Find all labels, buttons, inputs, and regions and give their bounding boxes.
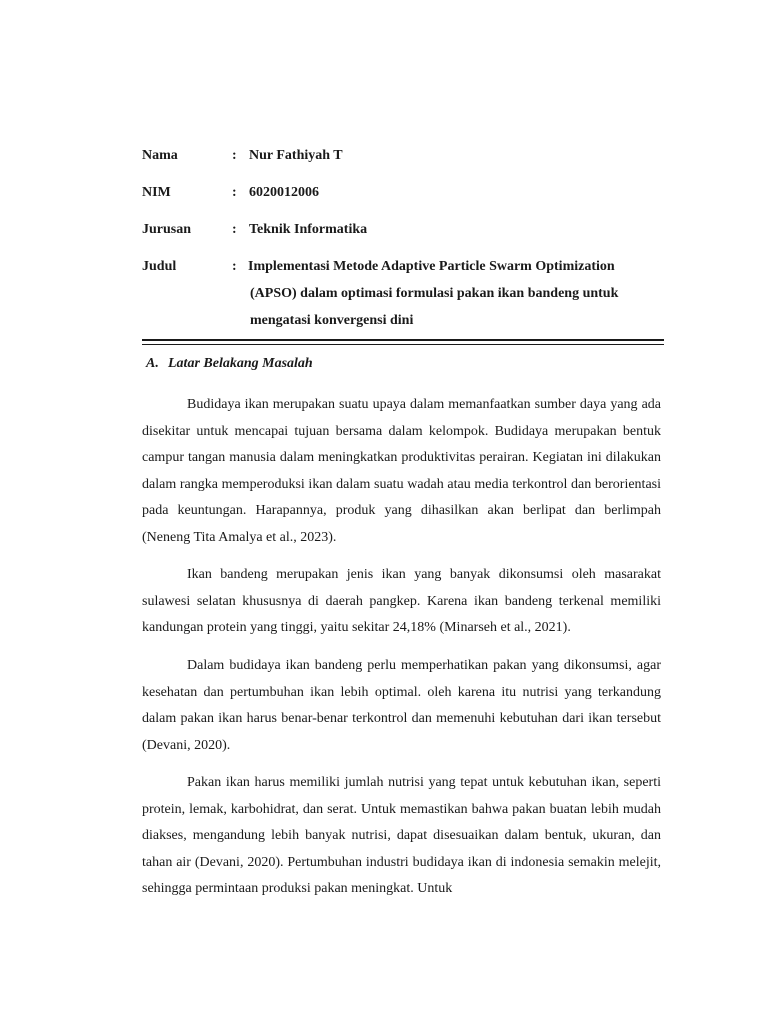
meta-judul-separator: :: [232, 259, 237, 274]
paragraph-1: Budidaya ikan merupakan suatu upaya dalam memanfaatkan sumber daya yang ada disekitar untuk mencapai tujuan bersama dalam kelompok. Budidaya merupakan bentuk campur tangan manusia dalam meningkatkan produktivitas perairan. Kegiatan ini dilakukan dalam rangka memperoduksi ikan dalam suatu wadah atau media terkontrol dan berorientasi pada keuntungan. Harapannya, produk yang dihasilkan akan berlipat dan berlimpah (Neneng Tita Amalya et al., 2023).: [142, 397, 661, 545]
section-title: Latar Belakang Masalah: [168, 356, 313, 371]
meta-nama-separator: :: [232, 148, 237, 163]
title-line-2: (APSO) dalam optimasi formulasi pakan ikan bandeng untuk: [250, 286, 619, 301]
meta-jurusan-label: Jurusan: [142, 222, 192, 237]
title-line-3: mengatasi konvergensi dini: [250, 313, 414, 328]
title-line-1: Implementasi Metode Adaptive Particle Swarm Optimization: [248, 259, 615, 274]
meta-jurusan-value: Teknik Informatika: [249, 222, 368, 237]
paragraph-2: Ikan bandeng merupakan jenis ikan yang banyak dikonsumsi oleh masarakat sulawesi selatan khususnya di daerah pangkep. Karena ikan bandeng terkenal memiliki kandungan protein yang tinggi, yaitu sekitar 24,18% (Minarseh et al., 2021).: [142, 567, 661, 636]
paragraph-3: Dalam budidaya ikan bandeng perlu memperhatikan pakan yang dikonsumsi, agar kesehatan dan pertumbuhan ikan lebih optimal. oleh karena itu nutrisi yang terkandung dalam pakan ikan harus benar-benar terkontrol dan memenuhi kebutuhan dari ikan tersebut (Devani, 2020).: [142, 658, 661, 753]
meta-judul-label: Judul: [142, 259, 177, 274]
meta-nim-value: 6020012006: [249, 185, 319, 200]
meta-judul-value: [248, 254, 668, 335]
section-letter: A.: [146, 356, 159, 371]
meta-nim-label: NIM: [142, 185, 171, 200]
section-heading: [146, 356, 313, 372]
meta-nim-separator: :: [232, 185, 237, 200]
meta-nama-label: Nama: [142, 148, 178, 163]
meta-jurusan-separator: :: [232, 222, 237, 237]
header-divider-thick: [142, 339, 664, 341]
meta-nama-value: Nur Fathiyah T: [249, 148, 343, 163]
header-divider-thin: [142, 344, 664, 345]
paragraph-4: Pakan ikan harus memiliki jumlah nutrisi yang tepat untuk kebutuhan ikan, seperti protein, lemak, karbohidrat, dan serat. Untuk memastikan bahwa pakan buatan lebih mudah diakses, mengandung lebih banyak nutrisi, dapat disesuaikan dalam bentuk, ukuran, dan tahan air (Devani, 2020). Pertumbuhan industri budidaya ikan di indonesia semakin melejit, sehingga permintaan produksi pakan meningkat. Untuk: [142, 775, 661, 897]
